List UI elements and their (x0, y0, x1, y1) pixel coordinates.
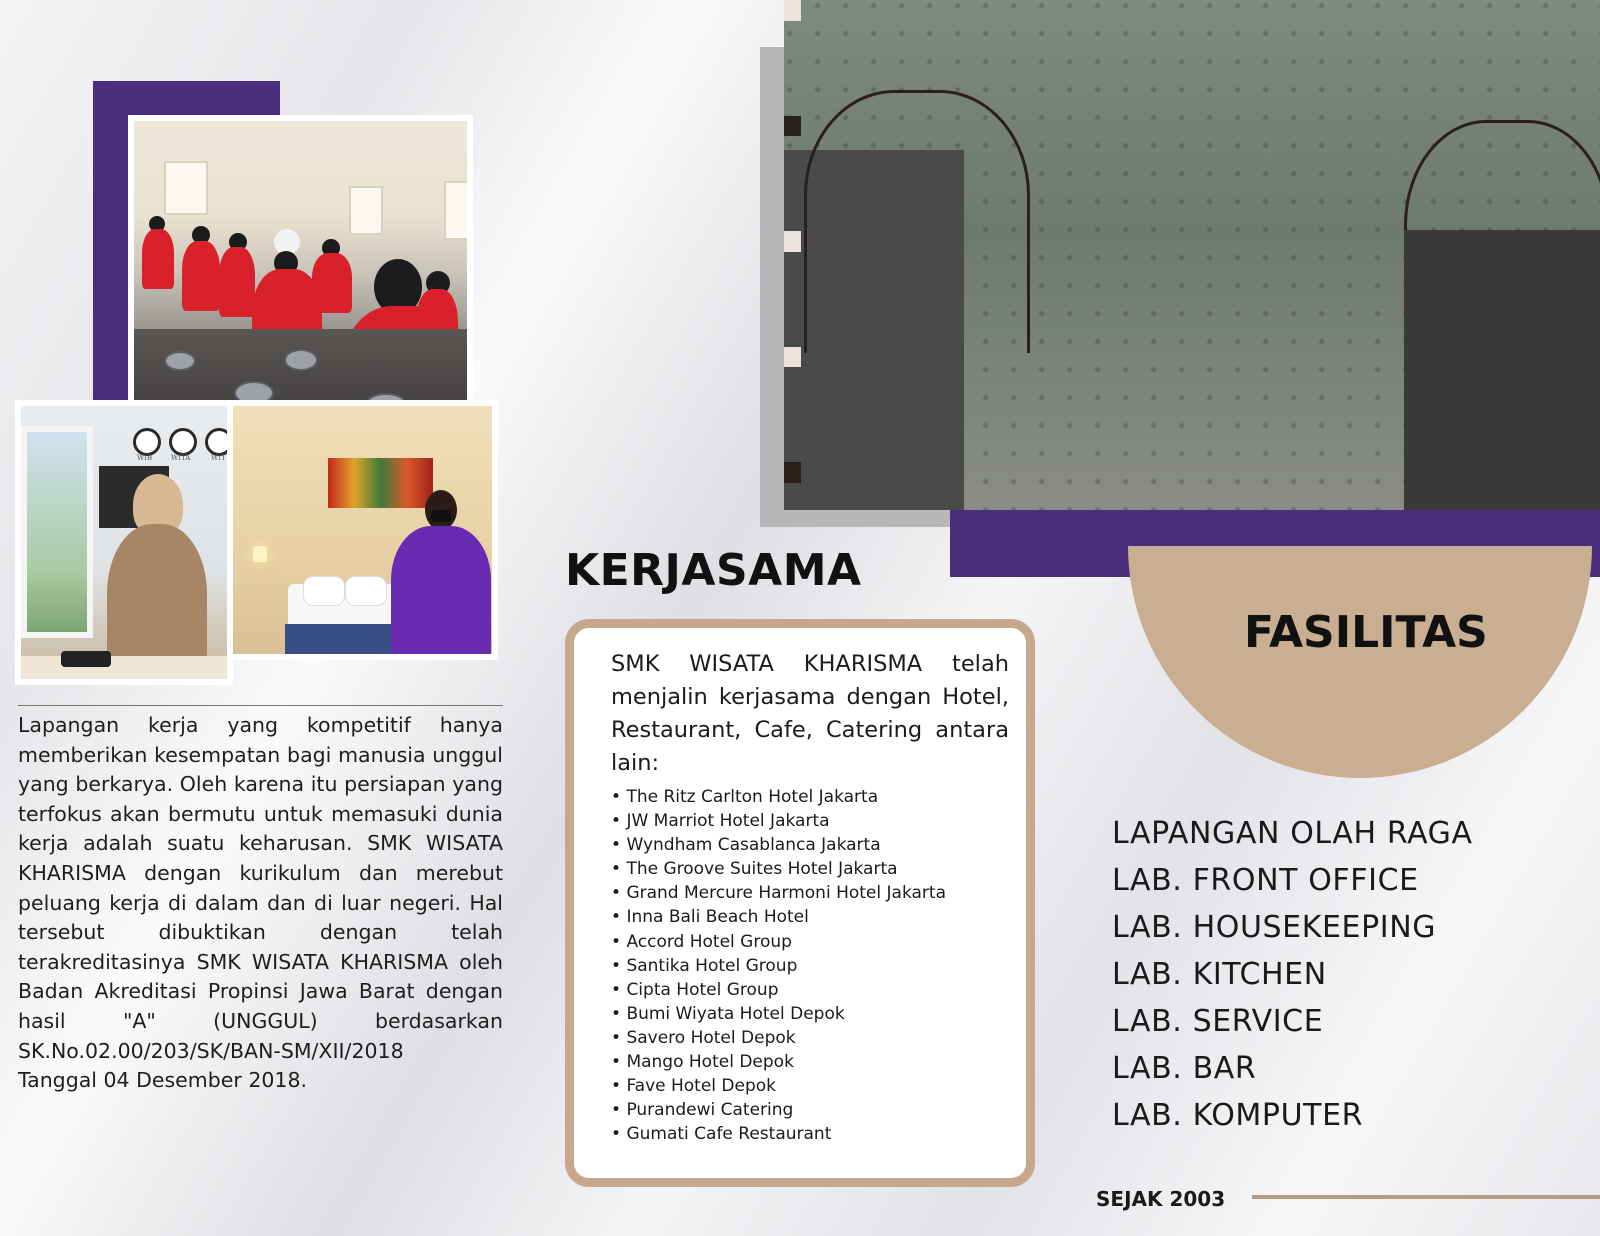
intro-paragraph-date: Tanggal 04 Desember 2018. (18, 1068, 308, 1093)
list-item: • Mango Hotel Depok (611, 1050, 1021, 1074)
student-figure (784, 231, 812, 347)
list-item: • Purandewi Catering (611, 1098, 1021, 1122)
clock-label-1: WIB (137, 454, 153, 462)
list-item: • Accord Hotel Group (611, 930, 1021, 954)
partner-box (565, 619, 1035, 1187)
list-item: • Santika Hotel Group (611, 954, 1021, 978)
fasilitas-circle-clip (1128, 546, 1600, 778)
kerjasama-intro: SMK WISATA KHARISMA telah menjalin kerjasama dengan Hotel, Restaurant, Cafe, Catering antara lain: (611, 651, 1009, 776)
student-figure (784, 116, 812, 232)
list-item: • Cipta Hotel Group (611, 978, 1021, 1002)
list-item: • Savero Hotel Depok (611, 1026, 1021, 1050)
facility-list (1112, 810, 1592, 1139)
list-item: LAB. FRONT OFFICE (1112, 863, 1419, 898)
list-item: • Inna Bali Beach Hotel (611, 905, 1021, 929)
list-item: • The Ritz Carlton Hotel Jakarta (611, 785, 1021, 809)
clock-label-3: WIT (211, 454, 226, 462)
list-item: LAB. KITCHEN (1112, 957, 1327, 992)
kerjasama-title: KERJASAMA (565, 545, 862, 596)
list-item: • Wyndham Casablanca Jakarta (611, 833, 1021, 857)
front-office-photo (15, 400, 233, 685)
student-figure (784, 347, 812, 463)
list-item: • Bumi Wiyata Hotel Depok (611, 1002, 1021, 1026)
fasilitas-title: FASILITAS (1244, 607, 1488, 658)
list-item: • Grand Mercure Harmoni Hotel Jakarta (611, 881, 1021, 905)
clock-icon (169, 428, 197, 456)
intro-paragraph: Lapangan kerja yang kompetitif hanya memberikan kesempatan bagi manusia unggul yang berkarya. Oleh karena itu persiapan yang terfokus akan bermutu untuk memasuki dunia kerja adalah suatu keharusan. SMK WISATA KHARISMA dengan kurikulum dan merebut peluang kerja di dalam dan di luar negeri. Hal tersebut dibuktikan dengan telah terakreditasinya SMK WISATA KHARISMA oleh Badan Akreditasi Propinsi Jawa Barat dengan hasil "A" (UNGGUL) berdasarkan SK.No.02.00/203/SK/BAN-SM/XII/2018 (18, 713, 503, 1063)
fasilitas-circle (1128, 546, 1592, 778)
list-item: LAB. HOUSEKEEPING (1112, 910, 1437, 945)
students-layer (784, 0, 1600, 510)
kitchen-photo (128, 115, 473, 445)
clock-label-2: WITA (171, 454, 191, 462)
hotel-room-photo (227, 400, 498, 660)
clock-icon (133, 428, 161, 456)
list-item: • The Groove Suites Hotel Jakarta (611, 857, 1021, 881)
list-item: LAB. SERVICE (1112, 1004, 1324, 1039)
list-item: • JW Marriot Hotel Jakarta (611, 809, 1021, 833)
divider-line (18, 705, 503, 706)
intro-paragraph-block (18, 711, 503, 1096)
student-figure (784, 0, 812, 116)
list-item: LAB. BAR (1112, 1051, 1257, 1086)
since-line (1252, 1195, 1600, 1199)
partner-list (611, 785, 1021, 1146)
list-item: • Gumati Cafe Restaurant (611, 1122, 1021, 1146)
list-item: LAPANGAN OLAH RAGA (1112, 816, 1473, 851)
student-figure (784, 462, 812, 510)
list-item: • Fave Hotel Depok (611, 1074, 1021, 1098)
since-label: SEJAK 2003 (1096, 1187, 1226, 1211)
list-item: LAB. KOMPUTER (1112, 1098, 1364, 1133)
